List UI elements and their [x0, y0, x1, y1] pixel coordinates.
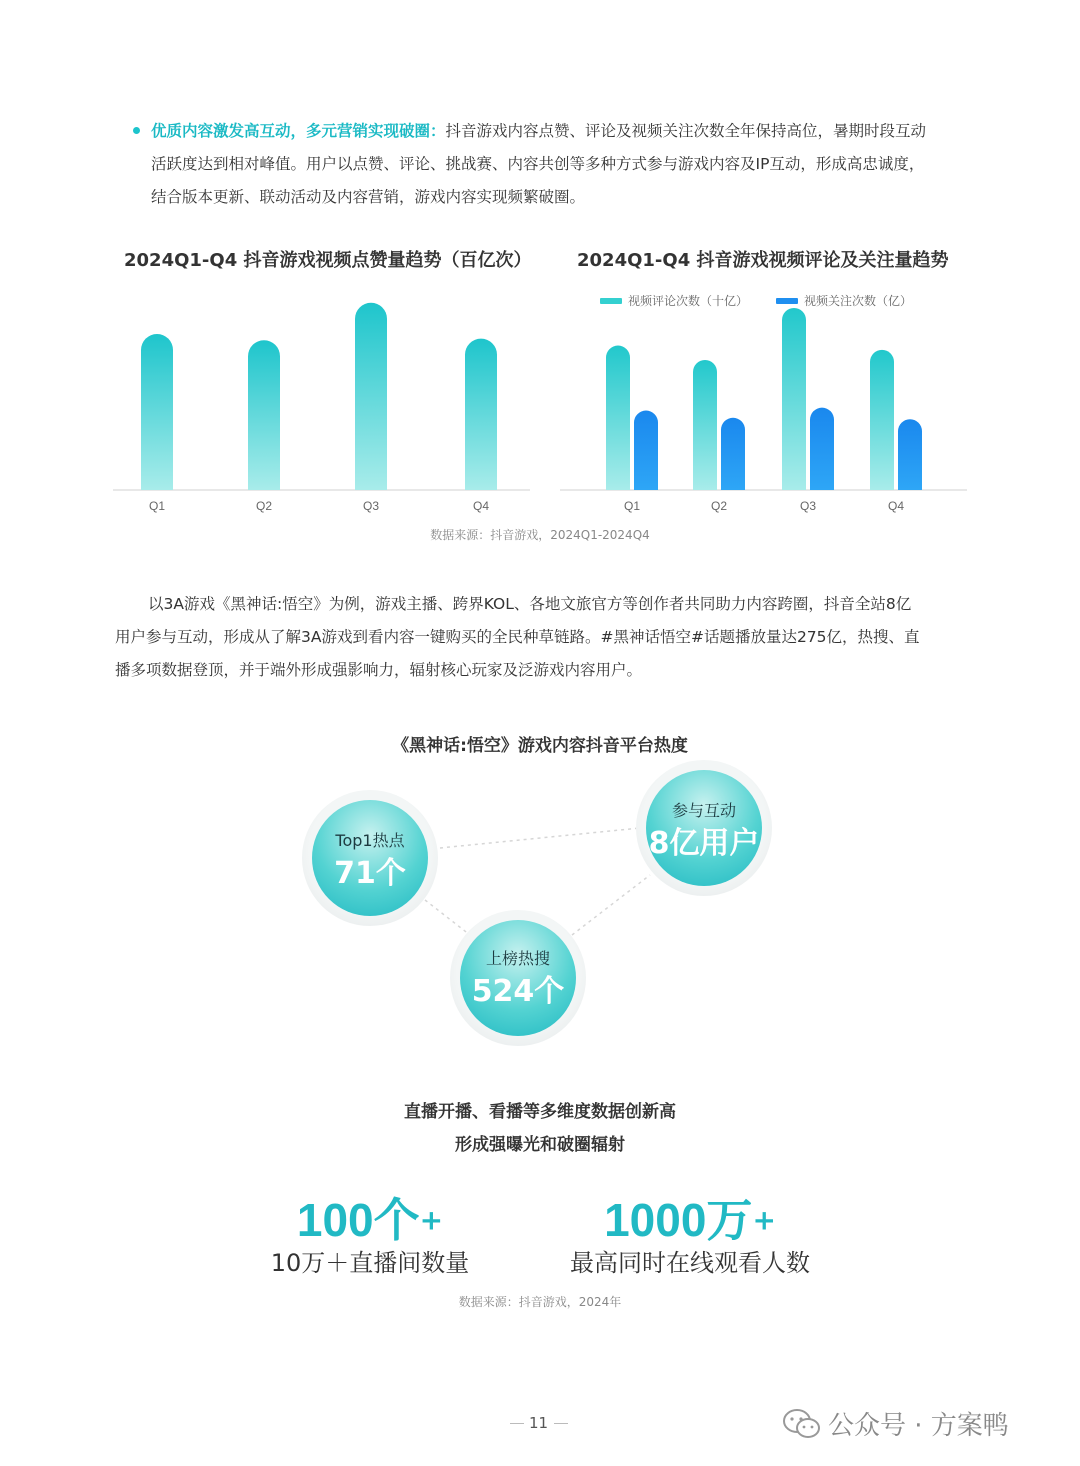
chart1-xtick-q2: Q2	[255, 499, 273, 513]
page-number: 11	[529, 1414, 549, 1432]
chart1-bar-q3	[355, 303, 387, 490]
chart2-xtick-q2: Q2	[710, 499, 728, 513]
chart2-bar-follows-q4	[898, 419, 922, 490]
legend-label-follows: 视频关注次数（亿）	[804, 294, 913, 308]
bubble-top1-value: 71个	[334, 856, 406, 891]
intro-paragraph	[151, 115, 981, 214]
chart2-bar-follows-q1	[634, 411, 658, 490]
stat-live-rooms	[230, 1184, 510, 1250]
bubble-hot-search-value: 524个	[471, 974, 565, 1009]
case-paragraph	[115, 588, 975, 687]
bubble-participation-value: 8亿用户	[648, 826, 760, 861]
chart2-bar-comments-q3	[782, 308, 806, 490]
live-title-line2: 形成强曝光和破圈辐射	[455, 1135, 625, 1155]
heat-title: 《黑神话:悟空》游戏内容抖音平台热度	[392, 736, 688, 756]
chart1-bar-q2	[248, 340, 280, 490]
case-line3: 播多项数据登顶，并于端外形成强影响力，辐射核心玩家及泛游戏内容用户。	[115, 661, 643, 679]
chart2-bar-comments-q1	[606, 346, 630, 490]
likes-bar-chart	[105, 285, 535, 520]
chart2-xtick-q1: Q1	[623, 499, 641, 513]
stat-peak-viewers-caption: 最高同时在线观看人数	[570, 1249, 810, 1277]
source-note-2: 数据来源：抖音游戏，2024年	[458, 1295, 622, 1309]
watermark-text: 公众号 · 方案鸭	[828, 1411, 1009, 1441]
chart2-bar-comments-q4	[870, 350, 894, 490]
stat-peak-viewers-plus: +	[752, 1203, 776, 1237]
stat-live-rooms-caption: 10万＋直播间数量	[270, 1249, 470, 1277]
chart1-bar-q4	[465, 339, 497, 490]
chart2-bar-follows-q2	[721, 418, 745, 490]
bubble-hot-search	[450, 910, 586, 1046]
wechat-icon	[782, 1407, 822, 1441]
bubble-participation	[636, 760, 772, 896]
source-note-1: 数据来源：抖音游戏，2024Q1-2024Q4	[430, 528, 650, 542]
stat-live-rooms-number: 100个	[296, 1194, 420, 1246]
live-title-line1: 直播开播、看播等多维度数据创新高	[404, 1102, 676, 1122]
chart2-bar-comments-q2	[693, 360, 717, 490]
page-dash-right	[554, 1423, 568, 1424]
intro-highlight: 优质内容激发高互动，多元营销实现破圈：	[151, 122, 446, 140]
chart1-xtick-q4: Q4	[472, 499, 490, 513]
chart1-title: 2024Q1-Q4 抖音游戏视频点赞量趋势（百亿次）	[124, 250, 532, 271]
intro-line3: 结合版本更新、联动活动及内容营销，游戏内容实现频繁破圈。	[151, 188, 586, 206]
intro-line2: 活跃度达到相对峰值。用户以点赞、评论、挑战赛、内容共创等多种方式参与游戏内容及IP互动，形成高忠诚度，	[151, 155, 925, 173]
comments-follows-bar-chart	[555, 285, 975, 520]
case-line2: 用户参与互动，形成从了解3A游戏到看内容一键购买的全民种草链路。#黑神话悟空#话题播放量达275亿，热搜、直	[115, 628, 920, 646]
chart1-xtick-q1: Q1	[148, 499, 166, 513]
chart2-bar-follows-q3	[810, 408, 834, 490]
bubble-top1-hotspot	[302, 790, 438, 926]
chart2-xtick-q3: Q3	[799, 499, 817, 513]
legend-label-comments: 视频评论次数（十亿）	[628, 294, 749, 308]
chart2-xtick-q4: Q4	[887, 499, 905, 513]
page-dash-left	[510, 1423, 524, 1424]
chart1-bar-q1	[141, 334, 173, 490]
stat-peak-viewers-number: 1000万	[604, 1194, 753, 1246]
stat-peak-viewers	[545, 1184, 835, 1250]
stat-live-rooms-plus: +	[419, 1203, 444, 1237]
chart1-xtick-q3: Q3	[362, 499, 380, 513]
bubble-hot-search-label: 上榜热搜	[485, 949, 550, 968]
bullet-dot	[133, 127, 140, 134]
chart2-title: 2024Q1-Q4 抖音游戏视频评论及关注量趋势	[577, 250, 949, 271]
intro-line1: 抖音游戏内容点赞、评论及视频关注次数全年保持高位，暑期时段互动	[445, 122, 927, 140]
case-line1: 以3A游戏《黑神话:悟空》为例，游戏主播、跨界KOL、各地文旅官方等创作者共同助力内容跨圈，抖音全站8亿	[148, 595, 912, 613]
bubble-participation-label: 参与互动	[671, 801, 736, 820]
bubble-top1-label: Top1热点	[335, 831, 405, 850]
